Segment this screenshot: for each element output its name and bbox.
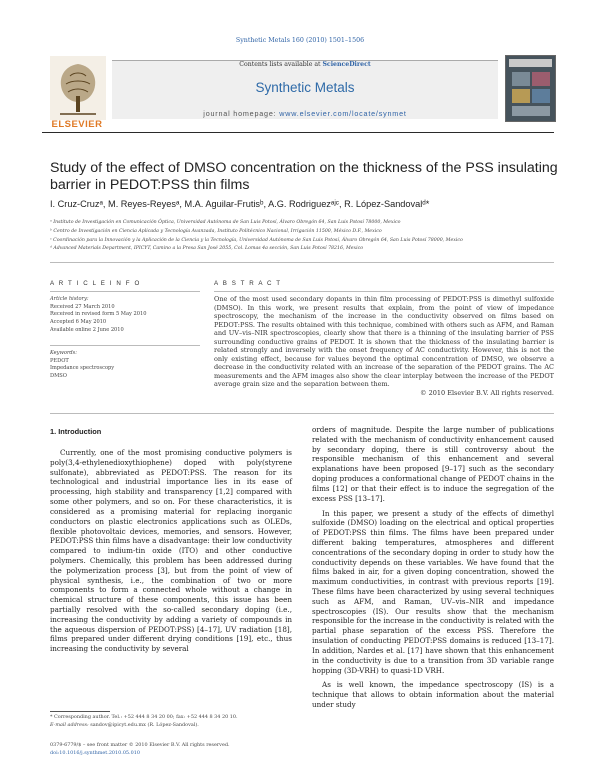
footnote-rule (50, 711, 110, 712)
running-head: Synthetic Metals 160 (2010) 1501–1506 (235, 37, 365, 44)
copyright-line: © 2010 Elsevier B.V. All rights reserved. (420, 389, 554, 398)
abstract-text: One of the most used secondary dopants in thin film processing of PEDOT:PSS is dimethyl sulfoxide (DMSO). In this work, we present results that explain, from the point of view of impedance spectroscopy, the mechanism of the increase in the conductivity observed on films based on PEDOT:PSS. The results obtained with this technique, combined with others such as AFM, and Raman and UV–vis–NIR spectroscopies, clearly show that there is a thinning of the insulating barrier of PSS surrounding conductive grains of PEDOT. It is shown that the thickness of the insulating barrier is related strongly and inversely with the onset frequency of AC conductivity. However, this is not the only existing effect, because for values beyond the optimal concentration of DMSO, we observe a decrease in the conductivity related with an increase of the separation of the PEDOT grains. The AC measurements and the AFM images also show the clear interplay between the increase of the PEDOT average grain size and the separation between them. (214, 295, 554, 389)
journal-title: Synthetic Metals (255, 80, 355, 95)
body-paragraph: In this paper, we present a study of the effects of dimethyl sulfoxide (DMSO) loading on the electrical and optical properties of PEDOT:PSS thin films. The films have been prepared under different baking temperatures, atmospheres and different concentrations of the secondary doping in order to study how the conductivity depends on these variables. We have found that the films baked in air, for a given doping concentration, showed the maximum conductivities, in contrast with previous reports [19]. These films have been characterized by using several techniques such as AFM, and Raman, UV–vis–NIR and impedance spectroscopies (IS). Our results show that the mechanism responsible for the increase in the conductivity is related with the partial phase separation of the excess PSS. Therefore the insulation of conducting PEDOT:PSS domains is reduced [13–17]. In addition, Nardes et al. [17] have shown that this enhancement in the conductivity is due to a transition from 3D variable range hopping (3D-VRH) to quasi-1D VRH. (312, 508, 554, 675)
body-paragraph: orders of magnitude. Despite the large number of publications related with the mechanism of conductivity enhancement caused by secondary doping, there is still controversy about the responsible mechanism of this enhancement and several explanations have been proposed [9–17] such as the secondary doping produces a conformational change of PEDOT chains in the films [12] or that their effect is to induce the segregation of the excess PSS [13–17]. (312, 425, 554, 503)
section-rule (50, 262, 554, 263)
history-received: Received 27 March 2010 (50, 303, 115, 310)
corresponding-author: * Corresponding author. Tel.: +52 444 8 34 20 00; fax: +52 444 8 34 20 10. (50, 714, 238, 720)
affiliation-a: ᵃ Instituto de Investigación en Comunicación Óptica, Universidad Autónoma de San Luis Potosí, Álvaro Obregón 64, San Luis Potosí 78000, Mexico (50, 220, 401, 225)
contents-prefix: Contents lists available at (239, 61, 323, 68)
sciencedirect-link[interactable]: ScienceDirect (322, 61, 371, 68)
keyword-item: Impedance spectroscopy (50, 365, 115, 372)
author-list: I. Cruz-Cruzᵃ, M. Reyes-Reyesᵃ, M.A. Aguilar-Frutisᵇ, A.G. Rodriguezᵃʲᶜ, R. López-Sandovalᵈ* (50, 199, 430, 209)
email-label: E-mail address: (50, 721, 89, 728)
body-column-left: Currently, one of the most promising conductive polymers is poly(3,4-ethylenedioxythiophene) doped with poly(styrene sulfonate), abbreviated as PEDOT:PSS. The reason for its technological and industrial importance lies in its ease of processing, high stability and transparency [1,2] compared with some other polymers, and so on. For these characteristics, it is considered as a promising material for replacing inorganic conductors on plastic electronics applications such as OLEDs, flexible photovoltaic devices, memories, and sensors. However, PEDOT:PSS thin films have a disadvantage: their low conductivity compared to indium-tin oxide (ITO) and other conductive polymers. Chemically, this problem has been addressed during the polymerization process [3], but from the point of view of physical synthesis, i.e., the combination of two or more components to form a connected whole without a change in chemical structure of these components, this issue has been partially resolved with the so-called secondary doping (i.e., increasing the conductivity by adding a variety of compounds in the aqueous dispersion of PEDOT:PSS) [4–17], UV radiation [18], films prepared under different drying conditions [19], etc., thus increasing the conductivity by several (50, 448, 292, 654)
keywords-rule (50, 345, 200, 346)
body-column-right (312, 425, 554, 710)
article-history (50, 296, 200, 335)
journal-cover-image (505, 55, 556, 122)
email-address[interactable]: sandov@ipicyt.edu.mx (R. López-Sandoval). (90, 721, 199, 728)
keywords-label: Keywords: (50, 350, 78, 356)
journal-homepage (112, 109, 498, 118)
elsevier-tree-logo (50, 56, 106, 120)
history-label: Article history: (50, 296, 89, 302)
homepage-label: journal homepage: (203, 109, 280, 118)
body-paragraph: As is well known, the impedance spectroscopy (IS) is a technique that allows to obtain information about the material under study (312, 680, 554, 709)
contents-line (112, 61, 498, 68)
footnote (50, 714, 292, 729)
email-line (50, 722, 292, 730)
affiliation-b: ᵇ Centro de Investigación en Ciencia Aplicada y Tecnología Avanzada, Instituto Politécnico Nacional, Irrigación 11500, México D.F., Mexico (50, 228, 382, 234)
keywords (50, 350, 200, 381)
header-rule (42, 132, 554, 133)
history-online: Available online 2 June 2010 (50, 326, 124, 333)
issn-line: 0379-6779/$ – see front matter © 2010 Elsevier B.V. All rights reserved. (50, 742, 230, 748)
article-info-heading: A R T I C L E I N F O (50, 280, 141, 287)
article-title: Study of the effect of DMSO concentration on the thickness of the PSS insulating barrier in PEDOT:PSS thin films (50, 160, 558, 193)
history-revised: Received in revised form 5 May 2010 (50, 311, 147, 318)
article-info-rule (50, 291, 200, 292)
affiliations (50, 219, 560, 254)
issn-block (50, 741, 310, 757)
publisher-name: ELSEVIER (51, 119, 103, 130)
homepage-url[interactable]: www.elsevier.com/locate/synmet (279, 109, 407, 118)
abstract-body (214, 295, 554, 398)
keyword-item: PEDOT (50, 357, 69, 364)
section-heading-introduction: 1. Introduction (50, 427, 102, 436)
keyword-item: DMSO (50, 373, 67, 380)
affiliation-c: ᶜ Coordinación para la Innovación y la Aplicación de la Ciencia y la Tecnología, Universidad Autónoma de San Luis Potosí, Álvaro Obregón 64, San Luis Potosí 78000, Mexico (50, 237, 463, 243)
abstract-heading: A B S T R A C T (214, 280, 282, 287)
body-rule (50, 413, 554, 414)
doi-link[interactable]: doi:10.1016/j.synthmet.2010.05.010 (50, 750, 140, 756)
affiliation-d: ᵈ Advanced Materials Department, IPICYT, Camino a la Presa San José 2055, Col. Lomas 4a sección, San Luis Potosí 78216, Mexico (50, 246, 364, 252)
history-accepted: Accepted 6 May 2010 (50, 319, 107, 326)
abstract-rule (214, 291, 554, 292)
